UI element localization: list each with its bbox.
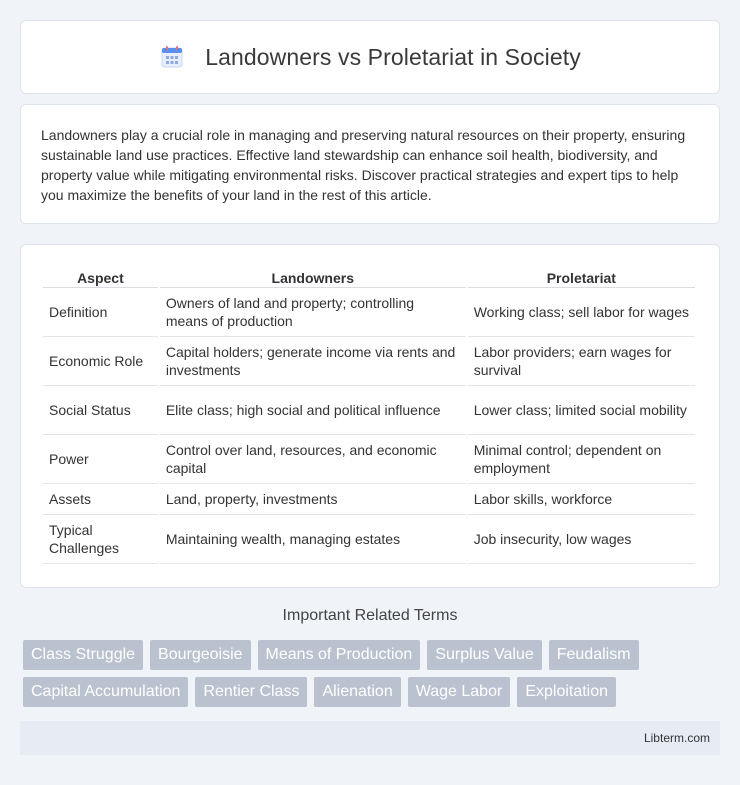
header-landowners: Landowners — [160, 267, 466, 288]
cell-aspect: Definition — [43, 288, 158, 337]
comparison-table — [41, 267, 697, 564]
cell-proletariat: Labor skills, workforce — [468, 484, 695, 515]
tag-surplus-value[interactable]: Surplus Value — [427, 640, 541, 670]
table-header-row — [43, 267, 695, 288]
tag-wage-labor[interactable]: Wage Labor — [408, 677, 511, 707]
table-row — [43, 435, 695, 484]
tag-exploitation[interactable]: Exploitation — [517, 677, 616, 707]
footer-site-link[interactable]: Libterm.com — [643, 731, 710, 745]
cell-aspect: Social Status — [43, 386, 158, 435]
cell-aspect: Typical Challenges — [43, 515, 158, 564]
header-proletariat: Proletariat — [468, 267, 695, 288]
cell-aspect: Power — [43, 435, 158, 484]
title-wrap — [159, 44, 581, 71]
tag-class-struggle[interactable]: Class Struggle — [23, 640, 143, 670]
table-row — [43, 515, 695, 564]
related-terms-title: Important Related Terms — [282, 607, 458, 624]
header-card — [20, 20, 720, 94]
cell-landowners: Control over land, resources, and economic capital — [160, 435, 466, 484]
tag-bourgeoisie[interactable]: Bourgeoisie — [150, 640, 251, 670]
table-row — [43, 337, 695, 386]
tag-means-of-production[interactable]: Means of Production — [258, 640, 421, 670]
tag-rentier-class[interactable]: Rentier Class — [195, 677, 307, 707]
cell-proletariat: Minimal control; dependent on employment — [468, 435, 695, 484]
table-row — [43, 288, 695, 337]
table-row — [43, 484, 695, 515]
tag-alienation[interactable]: Alienation — [314, 677, 400, 707]
cell-aspect: Assets — [43, 484, 158, 515]
cell-landowners: Capital holders; generate income via rents and investments — [160, 337, 466, 386]
table-row — [43, 386, 695, 435]
comparison-table-card — [20, 244, 720, 588]
intro-text: Landowners play a crucial role in managing and preserving natural resources on their property, ensuring sustainable land use practices. Effective land stewardship can enhance soil health, biodiversity, and property value while mitigating environmental risks. Discover practical strategies and expert tips to help you maximize the benefits of your land in the rest of this article. — [41, 127, 686, 203]
related-tags — [23, 640, 723, 707]
cell-landowners: Land, property, investments — [160, 484, 466, 515]
tag-capital-accumulation[interactable]: Capital Accumulation — [23, 677, 188, 707]
intro-card — [20, 104, 720, 224]
cell-landowners: Owners of land and property; controlling means of production — [160, 288, 466, 337]
cell-proletariat: Job insecurity, low wages — [468, 515, 695, 564]
cell-proletariat: Working class; sell labor for wages — [468, 288, 695, 337]
tag-feudalism[interactable]: Feudalism — [549, 640, 639, 670]
cell-proletariat: Labor providers; earn wages for survival — [468, 337, 695, 386]
footer — [20, 721, 720, 755]
cell-landowners: Elite class; high social and political influence — [160, 386, 466, 435]
cell-aspect: Economic Role — [43, 337, 158, 386]
calendar-grid-icon — [159, 44, 185, 70]
cell-proletariat: Lower class; limited social mobility — [468, 386, 695, 435]
page-title: Landowners vs Proletariat in Society — [205, 43, 581, 70]
header-aspect: Aspect — [43, 267, 158, 288]
cell-landowners: Maintaining wealth, managing estates — [160, 515, 466, 564]
